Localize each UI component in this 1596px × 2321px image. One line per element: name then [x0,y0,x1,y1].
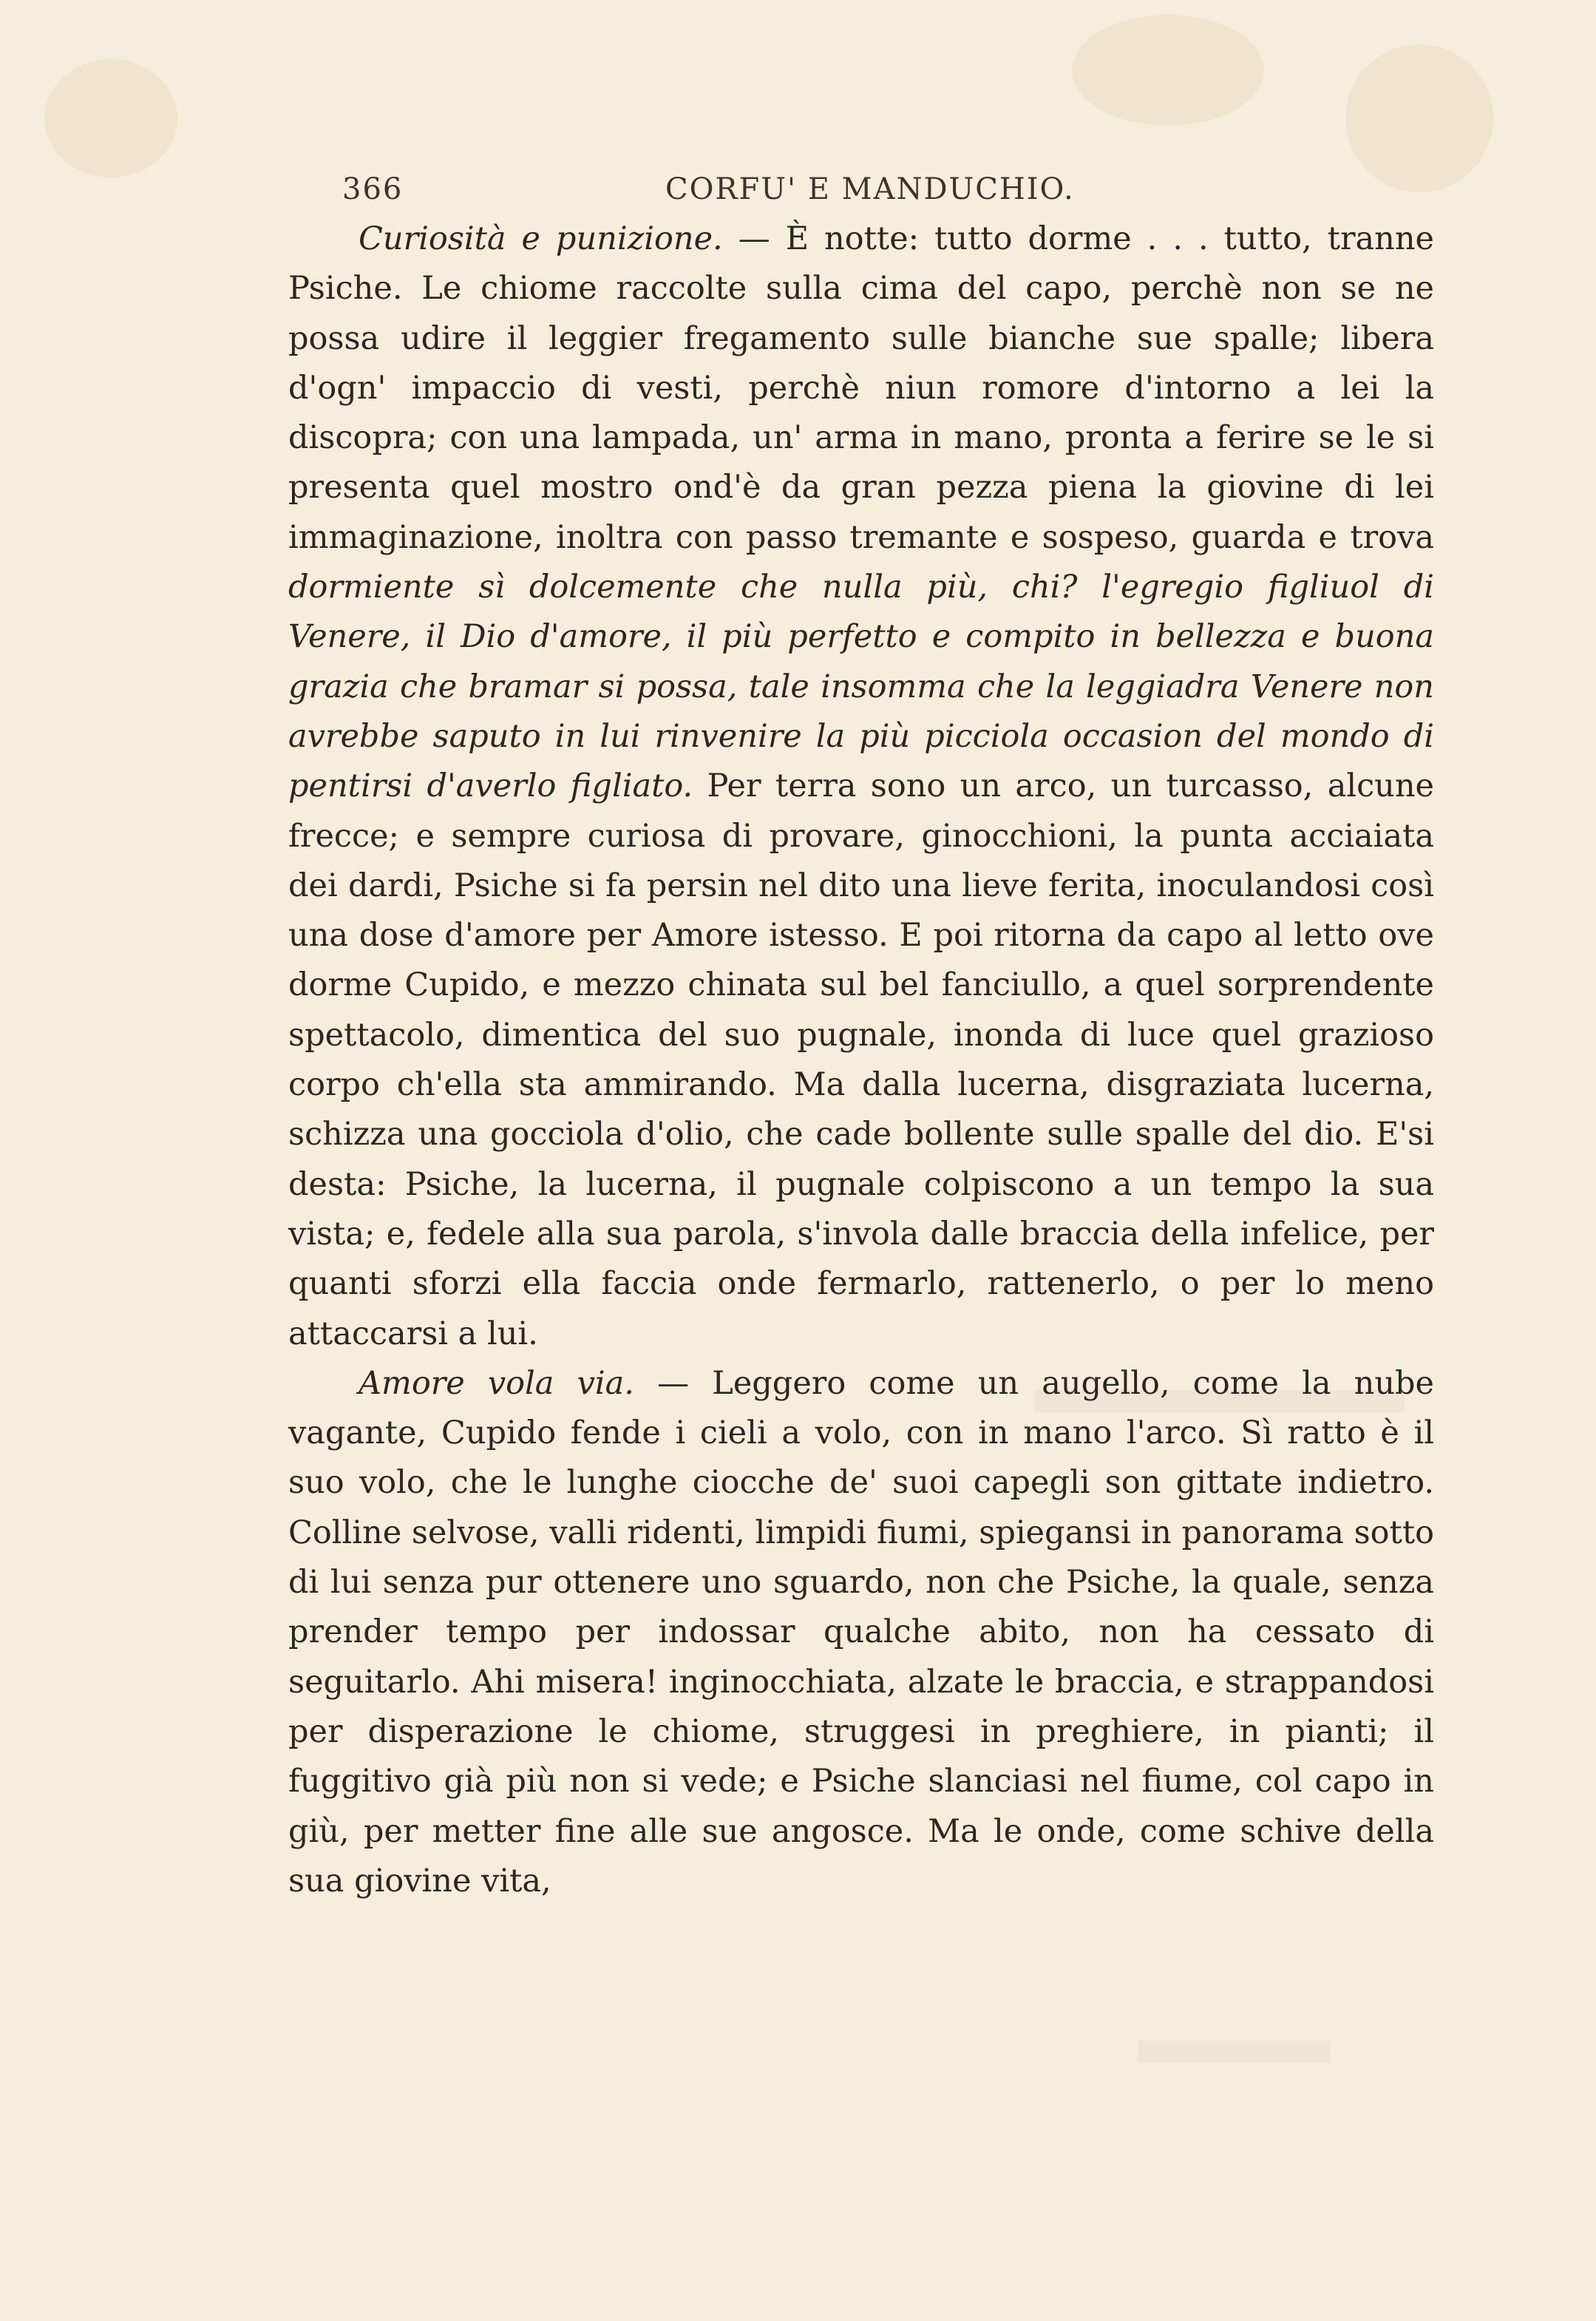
paragraph-curiosita [288,214,1434,1359]
italic-passage: dormiente sì dolcemente che nulla più, chi? l'egregio figliuol di Venere, il Dio d'amore, il più perfetto e compito in bellezza e buona grazia che bramar si possa, tale insomma che la leggiadra Venere non avrebbe saputo in lui rinvenire la più picciola occasion del mondo di pentirsi d'averlo figliato. [288,569,1434,805]
paragraph-amore-vola-via [288,1359,1434,1906]
section-title: Curiosità e punizione. [359,220,723,257]
page-number: 366 [342,172,404,206]
body-text [288,214,1434,1906]
paragraph-text: È notte: tutto dorme . . . tutto, tranne Psiche. Le chiome raccolte sulla cima del capo, perchè non se ne possa udire il leggier fregamento sulle bianche sue spalle; libera d'ogn' impaccio di vesti, perchè niun romore d'intorno a lei la discopra; con una lampada, un' arma in mano, pronta a ferire se le si presenta quel mostro ond'è da gran pezza piena la giovine di lei immaginazione, inoltra con passo tremante e sospeso, guarda e trova [288,220,1435,556]
paper-stain [44,59,177,177]
paragraph-text: Per terra sono un arco, un turcasso, alcune frecce; e sempre curiosa di provare, ginocchioni, la punta acciaiata dei dardi, Psiche si fa persin nel dito una lieve ferita, inoculandosi così una dose d'amore per Amore istesso. E poi ritorna da capo al letto ove dorme Cupido, e mezzo chinata sul bel fanciullo, a quel sorprendente spettacolo, dimentica del suo pugnale, inonda di luce quel grazioso corpo ch'ella sta ammirando. Ma dalla lucerna, disgraziata lucerna, schizza una gocciola d'olio, che cade bollente sulle spalle del dio. E'si desta: Psiche, la lucerna, il pugnale colpiscono a un tempo la sua vista; e, fedele alla sua parola, s'invola dalle braccia della infelice, per quanti sforzi ella faccia onde fermarlo, rattenerlo, o per lo meno attaccarsi a lui. [288,768,1434,1352]
title-dash: — [722,220,786,257]
paragraph-text: Leggero come un augello, come la nube vagante, Cupido fende i cieli a volo, con in mano l'arco. Sì ratto è il suo volo, che le lunghe ciocche de' suoi capegli son gittate indietro. Colline selvose, valli ridenti, limpidi fiumi, spiegansi in panorama sotto di lui senza pur ottenere uno sguardo, non che Psiche, la quale, senza prender tempo per indossar qualche abito, non ha cessato di seguitarlo. Ahi misera! inginocchiata, alzate le braccia, e strappandosi per disperazione le chiome, struggesi in preghiere, in pianti; il fuggitivo già più non si vede; e Psiche slanciasi nel fiume, col capo in giù, per metter fine alle sue angosce. Ma le onde, come schive della sua giovine vita, [288,1364,1435,1900]
title-dash: — [634,1364,713,1402]
page-header [285,161,1445,213]
bleed-through-texture [1138,2041,1331,2063]
paper-stain [1072,15,1264,126]
running-title: CORFU' E MANDUCHIO. [665,172,1075,206]
section-title: Amore vola via. [359,1364,634,1402]
